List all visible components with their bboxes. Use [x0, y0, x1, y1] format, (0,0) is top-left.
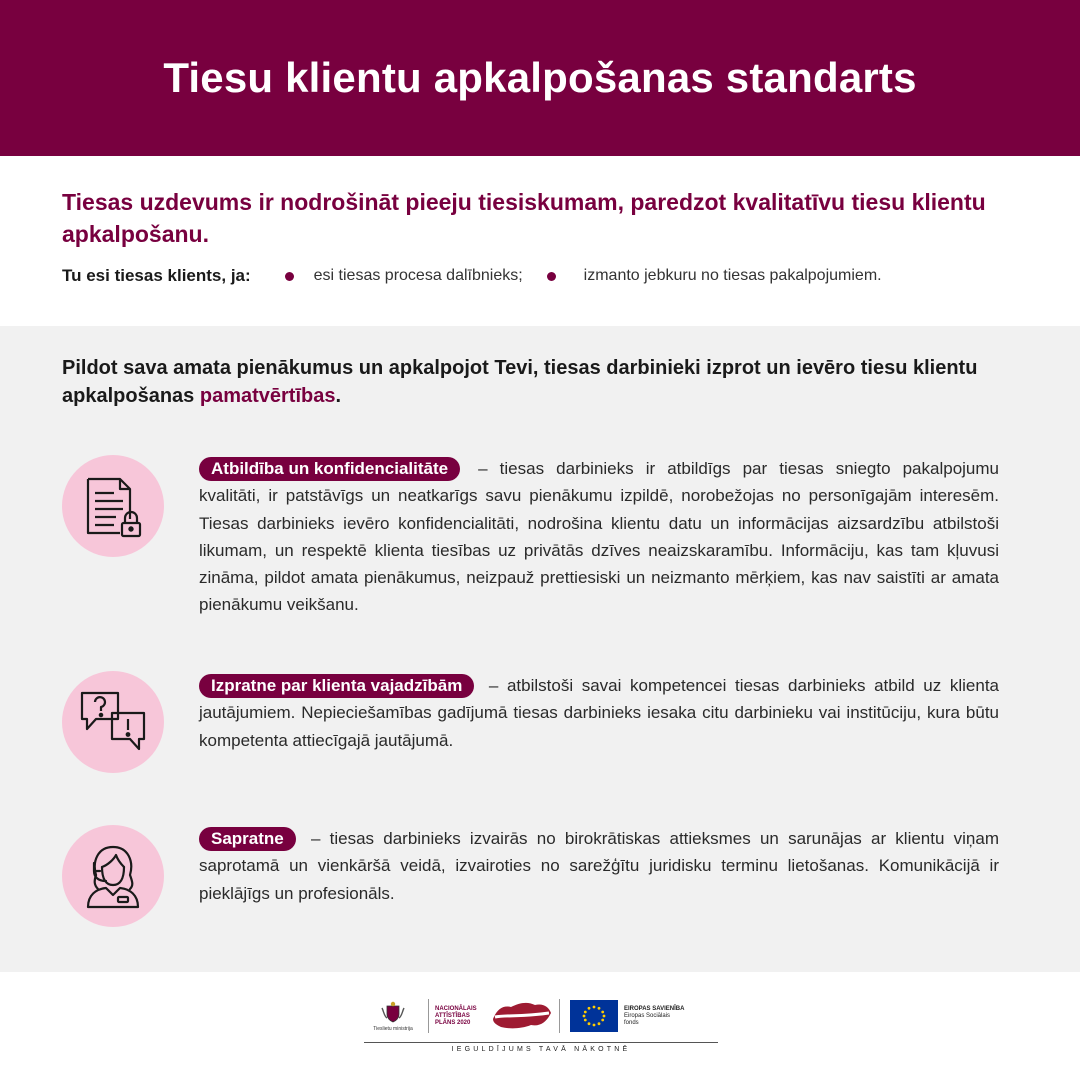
- header-banner: [0, 0, 1080, 156]
- intro-section: [0, 156, 1080, 326]
- eu-title: EIROPAS SAVIENĪBA: [624, 1005, 685, 1012]
- eu-line: fonds: [624, 1019, 639, 1026]
- values-intro-end: .: [335, 385, 342, 407]
- bullet-text: esi tiesas procesa dalībnieks;: [313, 267, 523, 284]
- nap-line: NACIONĀLAIS: [435, 1005, 477, 1012]
- client-definition: [62, 266, 1022, 286]
- values-section: [0, 326, 1080, 972]
- eu-flag-icon: [570, 1000, 618, 1032]
- ministry-logo: [364, 1000, 422, 1032]
- nap-line: ATTĪSTĪBAS: [435, 1012, 470, 1019]
- document-lock-icon: [62, 455, 164, 557]
- bullet-text: izmanto jebkuru no tiesas pakalpojumiem.: [583, 267, 882, 284]
- value-title-pill: Izpratne par klienta vajadzībām: [199, 674, 474, 698]
- footer-tagline: IEGULDĪJUMS TAVĀ NĀKOTNĒ: [451, 1046, 631, 1053]
- bullet-dot-icon: [547, 272, 556, 281]
- footer: [0, 972, 1080, 1080]
- values-intro-text: Pildot sava amata pienākumus un apkalpojot Tevi, tiesas darbinieki izprot un ievēro tiesu klientu apkalpošanas: [62, 357, 978, 407]
- coat-of-arms-icon: [380, 1000, 406, 1024]
- value-text: – atbilstoši savai kompetencei tiesas darbinieks atbild uz klienta jautājumiem. Nepieciešamības gadījumā tiesas darbinieks iesaka citu darbinieku vai institūciju, kura būtu kompetenta attiecīgajā jautājumā.: [199, 676, 999, 750]
- funding-logos: [364, 994, 718, 1038]
- bullet-item: [285, 267, 523, 285]
- eu-text: [624, 1006, 684, 1027]
- values-intro: [62, 354, 1022, 410]
- support-agent-icon: [62, 825, 164, 927]
- divider: [559, 999, 560, 1033]
- nap-logo: [435, 999, 553, 1033]
- value-description: [199, 825, 999, 907]
- client-lead: Tu esi tiesas klients, ja:: [62, 266, 251, 285]
- divider: [428, 999, 429, 1033]
- nap-line: PLĀNS 2020: [435, 1019, 471, 1026]
- value-text: – tiesas darbinieks ir atbildīgs par tiesas sniegto pakalpojumu kvalitāti, ir patstāvīgs un neatkarīgs savu pienākumu izpildē, norobežojas no personīgajām interesēm. Tiesas darbinieks ievēro konfidencialitāti, nodrošina klientu datu un informācijas aizsardzību atbilstoši likumam, un respektē klienta tiesības uz privātās dzīves neaizskaramību. Informāciju, kas tam kļuvusi zināma, pildot amata pienākumus, neizpauž prettiesiski un neizmanto mērķiem, kas nav saistīti ar amata pienākumu veikšanu.: [199, 459, 999, 615]
- latvia-map-icon: [491, 999, 553, 1033]
- value-description: [199, 455, 999, 619]
- bullet-item: [547, 267, 882, 285]
- ministry-caption: Tieslietu ministrija: [373, 1026, 413, 1032]
- footer-divider: [364, 1042, 718, 1043]
- page-title: Tiesu klientu apkalpošanas standarts: [163, 54, 917, 101]
- eu-logo: [570, 1000, 684, 1032]
- value-text: – tiesas darbinieks izvairās no birokrātiskas attieksmes un sarunājas ar klientu viņam saprotamā un vienkāršā veidā, izvairoties no sarežģītu juridisku terminu lietošanas. Komunikācijā ir pieklājīgs un profesionāls.: [199, 829, 999, 903]
- eu-line: Eiropas Sociālais: [624, 1012, 671, 1019]
- nap-text: [435, 1006, 491, 1027]
- values-intro-highlight: pamatvērtības: [199, 385, 336, 407]
- value-title-pill: Sapratne: [199, 827, 296, 851]
- question-exclamation-bubbles-icon: [62, 671, 164, 773]
- value-title-pill: Atbildība un konfidencialitāte: [199, 457, 460, 481]
- mission-statement: Tiesas uzdevums ir nodrošināt pieeju tiesiskumam, paredzot kvalitatīvu tiesu klientu apkalpošanu.: [62, 189, 986, 247]
- bullet-dot-icon: [285, 272, 294, 281]
- value-description: [199, 672, 999, 754]
